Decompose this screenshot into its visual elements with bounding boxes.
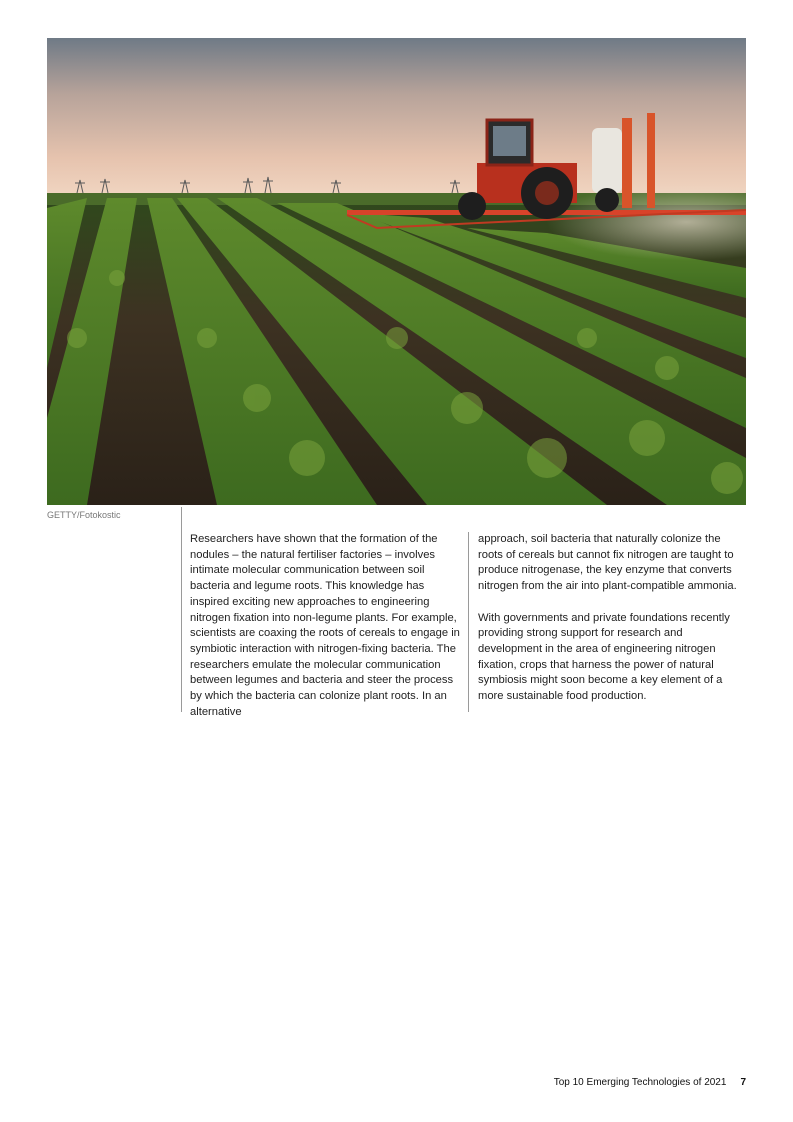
body-paragraph: Researchers have shown that the formation of the nodules – the natural fertiliser factories – involves intimate molecular communication between soil bacteria and legume roots. This knowledge has inspired exciting new approaches to engineering nitrogen fixation into non-legume plants. For example, scientists are coaxing the roots of cereals to engage in symbiotic interaction with nitrogen-fixing bacteria. The researchers emulate the molecular communication between legumes and bacteria and steer the process by which the bacteria can colonize plant roots. In an alternative — [190, 533, 460, 718]
body-paragraph: approach, soil bacteria that naturally colonize the roots of cereals but cannot fix nitrogen are taught to produce nitrogenase, the key enzyme that converts nitrogen from the air into plant-compatible ammonia. — [478, 533, 737, 593]
footer-title: Top 10 Emerging Technologies of 2021 — [553, 1077, 727, 1088]
page-number: 7 — [740, 1077, 746, 1088]
body-paragraph: With governments and private foundations recently providing strong support for research and development in the area of engineering nitrogen fixation, crops that harness the power of natural symbiosis might soon become a key element of a more sustainable food production. — [478, 611, 730, 703]
article-column-1 — [190, 532, 460, 736]
photo-credit: GETTY/Fotokostic — [47, 510, 121, 520]
article-column-2 — [478, 532, 748, 720]
tractor-field-image — [47, 38, 746, 505]
column-divider-middle — [468, 532, 469, 712]
column-divider-left — [181, 507, 182, 712]
page-footer — [554, 1077, 746, 1088]
field-photo — [47, 38, 746, 505]
